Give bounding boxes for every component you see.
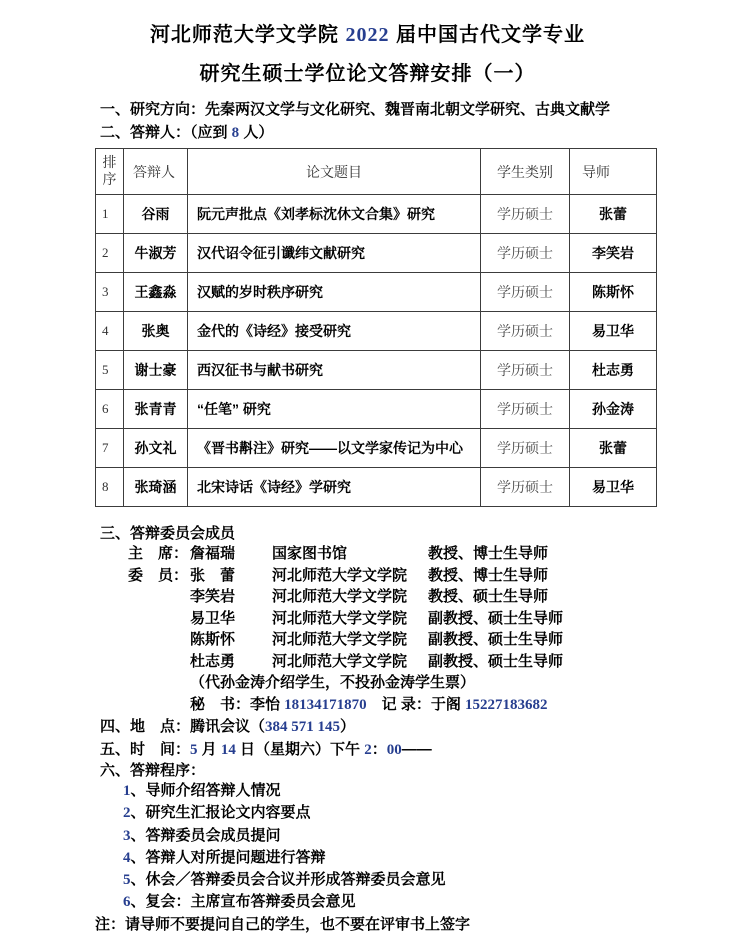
program-step: 2、研究生汇报论文内容要点: [123, 804, 311, 822]
cell-advisor-name: 易卫华: [570, 468, 657, 507]
committee-substitution-note: （代孙金涛介绍学生，不投孙金涛学生票）: [190, 674, 476, 691]
cell-defender-name: 王鑫淼: [124, 273, 188, 312]
committee-member-org: 国家图书馆: [272, 545, 348, 562]
cell-student-category: 学历硕士: [481, 312, 570, 351]
cell-advisor-name: 张蕾: [570, 429, 657, 468]
cell-defender-name: 张奥: [124, 312, 188, 351]
table-row: [96, 429, 657, 468]
secretary-recorder-line: 秘 书：李怡 18134171870 记 录：于阁 15227183682: [190, 695, 548, 713]
defense-schedule-table: [95, 148, 657, 507]
cell-thesis-title: 西汉征书与献书研究: [188, 351, 481, 390]
committee-member-name: 张 蕾: [190, 566, 236, 584]
committee-member-org: 河北师范大学文学院: [272, 631, 408, 648]
committee-member-row: [128, 543, 689, 565]
committee-member-row: [128, 651, 689, 673]
cell-student-category: 学历硕士: [481, 468, 570, 507]
committee-member-name: 易卫华: [190, 609, 236, 627]
cell-student-category: 学历硕士: [481, 195, 570, 234]
cell-thesis-title: 汉赋的岁时秩序研究: [188, 273, 481, 312]
section-defenders-count: 二、答辩人：（应到 8 人）: [100, 124, 274, 141]
committee-member-name: 李笑岩: [190, 588, 236, 605]
cell-advisor-name: 孙金涛: [570, 390, 657, 429]
committee-member-name: 詹福瑞: [190, 545, 236, 562]
cell-order: 8: [96, 468, 124, 507]
cell-thesis-title: 汉代诏令征引谶纬文献研究: [188, 234, 481, 273]
table-row: [96, 234, 657, 273]
committee-role-label: [128, 651, 190, 673]
committee-role-label: [128, 629, 190, 651]
committee-member-row: [128, 586, 689, 608]
section-committee-heading: 三、答辩委员会成员: [100, 525, 236, 542]
document-title: 河北师范大学文学院 2022 届中国古代文学专业: [149, 24, 586, 46]
committee-member-title: 副教授、硕士生导师: [428, 631, 564, 648]
committee-member-title: 副教授、硕士生导师: [428, 609, 564, 627]
column-header-advisor: 导师: [570, 149, 657, 195]
cell-advisor-name: 陈斯怀: [570, 273, 657, 312]
committee-member-org: 河北师范大学文学院: [272, 652, 408, 670]
cell-defender-name: 牛淑芳: [124, 234, 188, 273]
cell-student-category: 学历硕士: [481, 351, 570, 390]
column-header-student-category: 学生类别: [481, 149, 570, 195]
table-header-row: [96, 149, 657, 195]
cell-order: 6: [96, 390, 124, 429]
cell-thesis-title: 北宋诗话《诗经》学研究: [188, 468, 481, 507]
cell-thesis-title: “任笔” 研究: [188, 390, 481, 429]
cell-advisor-name: 易卫华: [570, 312, 657, 351]
column-header-thesis-title: 论文题目: [188, 149, 481, 195]
cell-order: 1: [96, 195, 124, 234]
column-header-defender: 答辩人: [124, 149, 188, 195]
cell-defender-name: 谢士豪: [124, 351, 188, 390]
committee-role-label: [128, 608, 190, 630]
committee-member-title: 教授、硕士生导师: [428, 588, 549, 605]
program-step: 4、答辩人对所提问题进行答辩: [123, 848, 326, 866]
table-row: [96, 273, 657, 312]
committee-member-row: [128, 629, 689, 651]
program-step: 3、答辩委员会成员提问: [123, 826, 281, 844]
cell-student-category: 学历硕士: [481, 234, 570, 273]
section-program-heading: 六、答辩程序：: [100, 762, 206, 779]
cell-thesis-title: 《晋书斠注》研究——以文学家传记为中心: [188, 429, 481, 468]
cell-student-category: 学历硕士: [481, 390, 570, 429]
cell-student-category: 学历硕士: [481, 273, 570, 312]
cell-defender-name: 孙文礼: [124, 429, 188, 468]
column-header-order: 排序: [96, 149, 124, 195]
committee-role-label: 委 员：: [128, 566, 189, 584]
program-step: 6、复会：主席宣布答辩委员会意见: [123, 893, 356, 911]
cell-advisor-name: 张蕾: [570, 195, 657, 234]
cell-order: 2: [96, 234, 124, 273]
cell-advisor-name: 杜志勇: [570, 351, 657, 390]
cell-order: 4: [96, 312, 124, 351]
committee-member-title: 教授、博士生导师: [428, 566, 549, 584]
committee-member-org: 河北师范大学文学院: [272, 588, 408, 605]
document-subtitle: 研究生硕士学位论文答辩安排（一）: [199, 63, 536, 85]
table-row: [96, 312, 657, 351]
section-research-direction: 一、研究方向：先秦两汉文学与文化研究、魏晋南北朝文学研究、古典文献学: [100, 101, 611, 118]
footnote: 注：请导师不要提问自己的学生，也不要在评审书上签字: [95, 916, 471, 934]
committee-member-row: [128, 608, 689, 630]
committee-role-label: [128, 586, 190, 608]
committee-member-row: [128, 565, 689, 587]
table-row: [96, 351, 657, 390]
cell-defender-name: 谷雨: [124, 195, 188, 234]
committee-role-label: 主 席：: [128, 545, 189, 562]
committee-member-name: 杜志勇: [190, 652, 236, 670]
cell-order: 7: [96, 429, 124, 468]
section-time: 五、时 间：5 月 14 日（星期六）下午 2：00——: [100, 740, 432, 758]
committee-member-list: [95, 543, 689, 672]
table-row: [96, 468, 657, 507]
committee-member-org: 河北师范大学文学院: [272, 566, 408, 584]
table-row: [96, 390, 657, 429]
program-step: 1、导师介绍答辩人情况: [123, 782, 281, 799]
cell-thesis-title: 阮元声批点《刘孝标沈休文合集》研究: [188, 195, 481, 234]
cell-defender-name: 张青青: [124, 390, 188, 429]
committee-member-name: 陈斯怀: [190, 631, 236, 648]
committee-member-org: 河北师范大学文学院: [272, 609, 408, 627]
cell-defender-name: 张琦涵: [124, 468, 188, 507]
committee-member-title: 教授、博士生导师: [428, 545, 549, 562]
cell-thesis-title: 金代的《诗经》接受研究: [188, 312, 481, 351]
table-row: [96, 195, 657, 234]
cell-advisor-name: 李笑岩: [570, 234, 657, 273]
committee-member-title: 副教授、硕士生导师: [428, 652, 564, 670]
program-step-list: [95, 780, 689, 914]
program-step: 5、休会／答辩委员会合议并形成答辩委员会意见: [123, 871, 446, 889]
cell-student-category: 学历硕士: [481, 429, 570, 468]
cell-order: 5: [96, 351, 124, 390]
section-location: 四、地 点：腾讯会议（384 571 145）: [100, 718, 356, 735]
cell-order: 3: [96, 273, 124, 312]
